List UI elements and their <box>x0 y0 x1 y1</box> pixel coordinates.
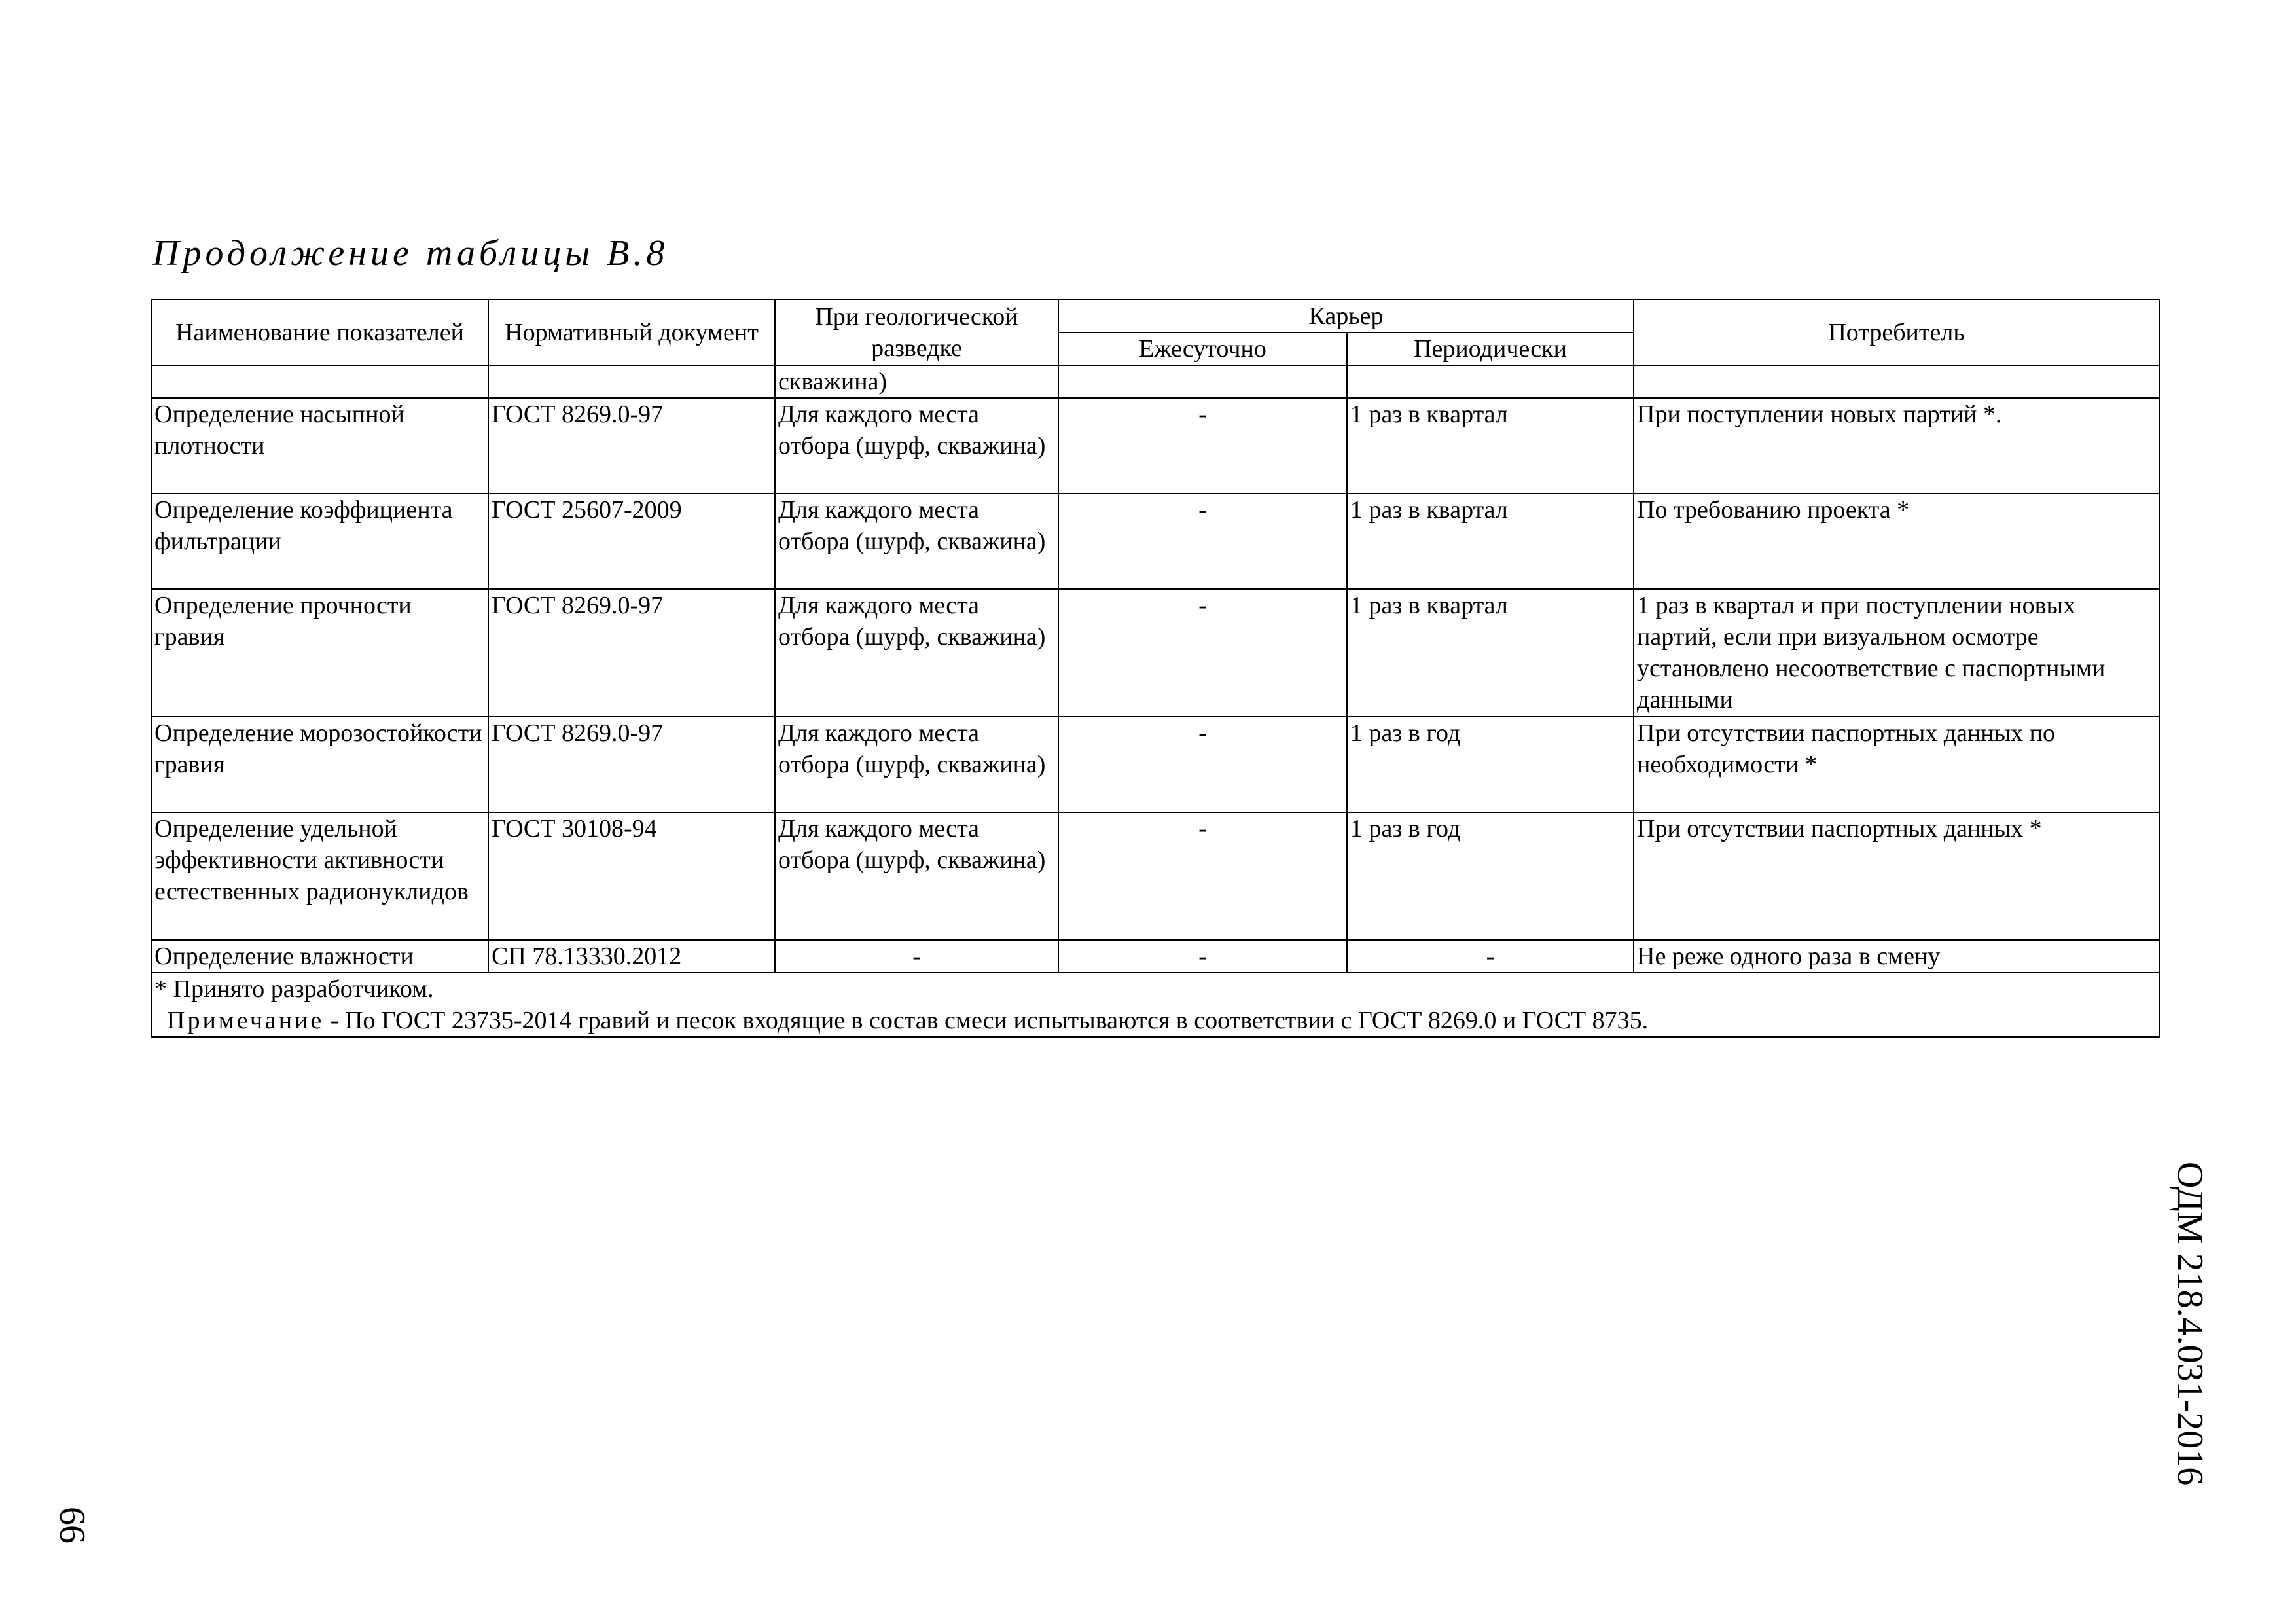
table-row <box>151 494 2159 589</box>
cell-daily: - <box>1058 398 1347 494</box>
cell-geo: скважина) <box>775 365 1058 398</box>
cell-name: Определение прочности гравия <box>151 589 488 717</box>
header-periodic: Периодически <box>1347 333 1634 365</box>
cell-periodic: 1 раз в год <box>1347 717 1634 812</box>
note-label: Примечание <box>167 1007 325 1034</box>
header-quarry: Карьер <box>1058 300 1634 333</box>
cell-doc <box>488 365 775 398</box>
cell-daily: - <box>1058 940 1347 973</box>
cell-daily: - <box>1058 494 1347 589</box>
cell-consumer: При отсутствии паспортных данных * <box>1634 812 2159 940</box>
cell-geo: Для каждого места отбора (шурф, скважина) <box>775 494 1058 589</box>
cell-periodic: - <box>1347 940 1634 973</box>
cell-periodic: 1 раз в квартал <box>1347 494 1634 589</box>
cell-daily <box>1058 365 1347 398</box>
cell-periodic: 1 раз в квартал <box>1347 398 1634 494</box>
note <box>154 1005 2156 1036</box>
cell-consumer: При отсутствии паспортных данных по необходимости * <box>1634 717 2159 812</box>
cell-doc: СП 78.13330.2012 <box>488 940 775 973</box>
table-notes-row <box>151 973 2159 1037</box>
table-notes <box>151 973 2159 1037</box>
cell-name: Определение морозостойкости гравия <box>151 717 488 812</box>
header-name: Наименование показателей <box>151 300 488 365</box>
table-row <box>151 589 2159 717</box>
test-schedule-table <box>151 299 2160 1038</box>
cell-consumer <box>1634 365 2159 398</box>
table-row <box>151 365 2159 398</box>
cell-periodic: 1 раз в год <box>1347 812 1634 940</box>
table-row <box>151 940 2159 973</box>
document-number: ОДМ 218.4.031-2016 <box>2170 1162 2210 1486</box>
header-row-1 <box>151 300 2159 333</box>
cell-doc: ГОСТ 8269.0-97 <box>488 717 775 812</box>
cell-doc: ГОСТ 8269.0-97 <box>488 398 775 494</box>
cell-name: Определение удельной эффективности активности естественных радионуклидов <box>151 812 488 940</box>
table-row <box>151 398 2159 494</box>
cell-name: Определение влажности <box>151 940 488 973</box>
cell-daily: - <box>1058 589 1347 717</box>
cell-consumer: Не реже одного раза в смену <box>1634 940 2159 973</box>
page-number: 66 <box>52 1507 92 1543</box>
cell-name <box>151 365 488 398</box>
footnote: * Принято разработчиком. <box>154 975 434 1003</box>
table-caption: Продолжение таблицы В.8 <box>152 233 669 274</box>
cell-periodic <box>1347 365 1634 398</box>
cell-doc: ГОСТ 8269.0-97 <box>488 589 775 717</box>
header-daily: Ежесуточно <box>1058 333 1347 365</box>
header-consumer: Потребитель <box>1634 300 2159 365</box>
cell-daily: - <box>1058 717 1347 812</box>
cell-consumer: 1 раз в квартал и при поступлении новых партий, если при визуальном осмотре установлено несоответствие с паспортными данными <box>1634 589 2159 717</box>
cell-name: Определение коэффициента фильтрации <box>151 494 488 589</box>
cell-geo: Для каждого места отбора (шурф, скважина) <box>775 717 1058 812</box>
cell-consumer: При поступлении новых партий *. <box>1634 398 2159 494</box>
cell-geo: Для каждого места отбора (шурф, скважина) <box>775 812 1058 940</box>
cell-name: Определение насыпной плотности <box>151 398 488 494</box>
header-geo: При геологической разведке <box>775 300 1058 365</box>
cell-geo: - <box>775 940 1058 973</box>
cell-geo: Для каждого места отбора (шурф, скважина) <box>775 398 1058 494</box>
table-row <box>151 717 2159 812</box>
table-row <box>151 812 2159 940</box>
cell-daily: - <box>1058 812 1347 940</box>
cell-geo: Для каждого места отбора (шурф, скважина) <box>775 589 1058 717</box>
header-doc: Нормативный документ <box>488 300 775 365</box>
cell-periodic: 1 раз в квартал <box>1347 589 1634 717</box>
cell-doc: ГОСТ 25607-2009 <box>488 494 775 589</box>
cell-consumer: По требованию проекта * <box>1634 494 2159 589</box>
note-text: - По ГОСТ 23735-2014 гравий и песок входящие в состав смеси испытываются в соответствии с ГОСТ 8269.0 и ГОСТ 8735. <box>324 1007 1649 1034</box>
cell-doc: ГОСТ 30108-94 <box>488 812 775 940</box>
